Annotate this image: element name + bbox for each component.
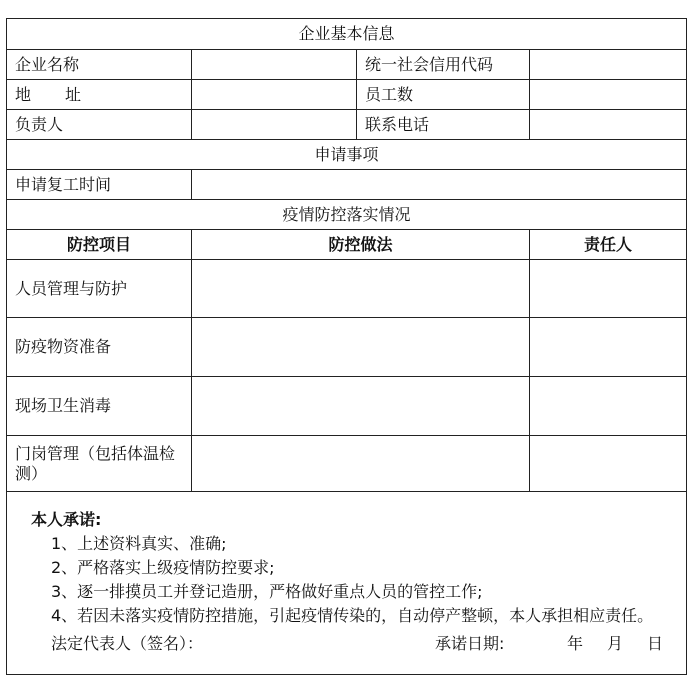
commitment-date-fields[interactable] bbox=[555, 630, 675, 658]
section-prevention: 疫情防控落实情况 bbox=[7, 200, 687, 230]
address-field[interactable] bbox=[192, 80, 357, 110]
prevention-item-label: 现场卫生消毒 bbox=[7, 377, 192, 436]
prevention-person-field[interactable] bbox=[530, 377, 687, 436]
prevention-method-field[interactable] bbox=[192, 318, 530, 377]
company-name-label: 企业名称 bbox=[7, 50, 192, 80]
employees-label: 员工数 bbox=[357, 80, 530, 110]
prevention-method-field[interactable] bbox=[192, 436, 530, 492]
year-label: 年 bbox=[566, 634, 583, 653]
prevention-person-field[interactable] bbox=[530, 318, 687, 377]
employees-field[interactable] bbox=[530, 80, 687, 110]
credit-code-label: 统一社会信用代码 bbox=[357, 50, 530, 80]
prevention-method-field[interactable] bbox=[192, 377, 530, 436]
resume-time-field[interactable] bbox=[192, 170, 687, 200]
section-application: 申请事项 bbox=[7, 140, 687, 170]
leader-label: 负责人 bbox=[7, 110, 192, 140]
credit-code-field[interactable] bbox=[530, 50, 687, 80]
commitment-item: 3、逐一排摸员工并登记造册，严格做好重点人员的管控工作; bbox=[51, 582, 483, 601]
phone-label: 联系电话 bbox=[357, 110, 530, 140]
prevention-method-field[interactable] bbox=[192, 260, 530, 318]
commitment-item: 1、上述资料真实、准确; bbox=[51, 534, 227, 553]
prevention-item-label: 防疫物资准备 bbox=[7, 318, 192, 377]
prevention-item-label: 人员管理与防护 bbox=[7, 260, 192, 318]
signature-label[interactable]: 法定代表人（签名）： bbox=[51, 634, 204, 653]
phone-field[interactable] bbox=[530, 110, 687, 140]
commitment-item: 4、若因未落实疫情防控措施，引起疫情传染的，自动停产整顿，本人承担相应责任。 bbox=[51, 606, 654, 625]
month-label: 月 bbox=[606, 634, 623, 653]
col-header-person: 责任人 bbox=[530, 230, 687, 260]
address-label bbox=[7, 80, 192, 110]
prevention-item-label: 门岗管理（包括体温检测） bbox=[7, 436, 192, 492]
resume-time-label: 申请复工时间 bbox=[7, 170, 192, 200]
commitment-title: 本人承诺: bbox=[31, 510, 102, 529]
prevention-person-field[interactable] bbox=[530, 436, 687, 492]
section-basic-info: 企业基本信息 bbox=[7, 19, 687, 50]
col-header-method: 防控做法 bbox=[192, 230, 530, 260]
leader-field[interactable] bbox=[192, 110, 357, 140]
commitment-item: 2、严格落实上级疫情防控要求; bbox=[51, 558, 275, 577]
col-header-item: 防控项目 bbox=[7, 230, 192, 260]
enterprise-resumption-form bbox=[6, 18, 687, 675]
address-label-char-1: 地 bbox=[15, 84, 32, 104]
commitment-date-label: 承诺日期: bbox=[435, 634, 505, 653]
company-name-field[interactable] bbox=[192, 50, 357, 80]
prevention-person-field[interactable] bbox=[530, 260, 687, 318]
commitment-section bbox=[7, 492, 687, 675]
signature-row bbox=[15, 630, 678, 658]
day-label: 日 bbox=[646, 634, 663, 653]
address-label-char-2: 址 bbox=[65, 84, 82, 104]
